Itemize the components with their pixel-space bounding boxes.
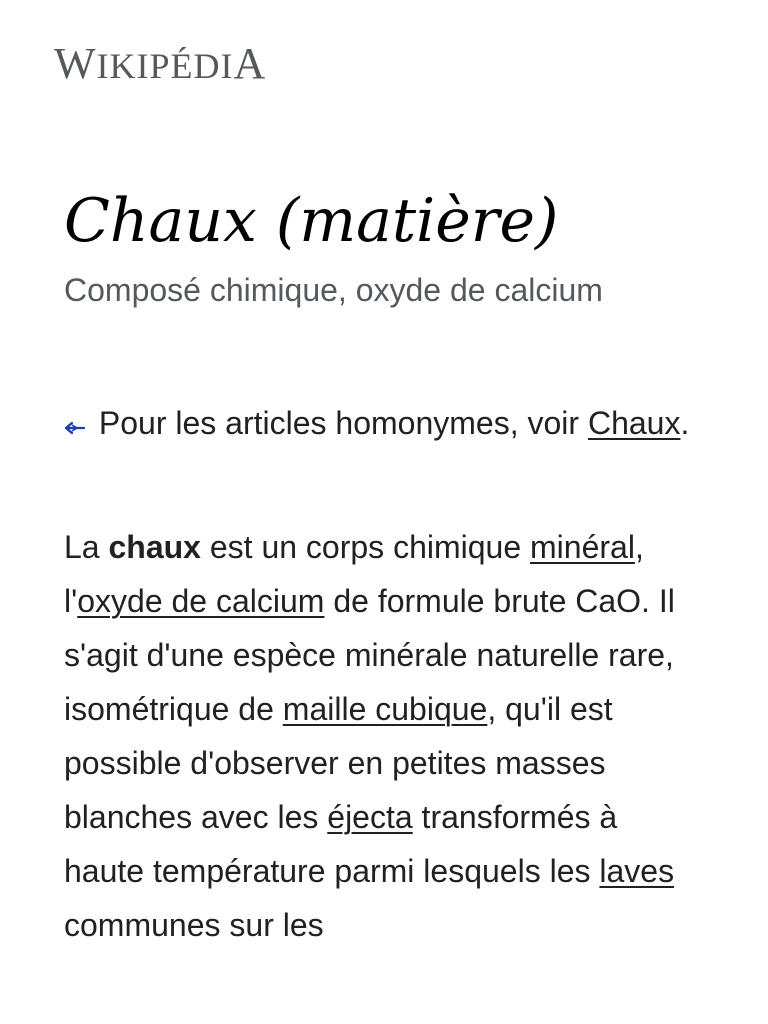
logo-final-a: A bbox=[233, 39, 267, 88]
text-run: , qu'il est possible d'observer en petites masses blanches avec les bbox=[64, 691, 613, 835]
link-chaux[interactable]: Chaux bbox=[587, 405, 681, 441]
intro-paragraph bbox=[64, 520, 704, 952]
link-laves[interactable]: laves bbox=[599, 853, 675, 889]
hatnote bbox=[64, 396, 704, 450]
link-mineral[interactable]: minéral bbox=[530, 529, 635, 565]
page-title: Chaux (matière) bbox=[64, 186, 559, 256]
logo-middle: IKIPÉDI bbox=[96, 46, 234, 86]
link-maille-cubique[interactable]: maille cubique bbox=[282, 691, 488, 727]
text-run: transformés à haute température parmi lesquels les bbox=[64, 799, 618, 889]
text-run: communes sur les bbox=[64, 907, 324, 943]
hatnote-end: . bbox=[680, 405, 690, 441]
text-run: , l' bbox=[64, 529, 644, 619]
link-ejecta[interactable]: éjecta bbox=[327, 799, 413, 835]
logo-initial-w: W bbox=[54, 39, 97, 88]
hatnote-text: Pour les articles homonymes, voir bbox=[98, 405, 580, 441]
page-subtitle: Composé chimique, oxyde de calcium bbox=[64, 272, 603, 308]
link-oxyde-de-calcium[interactable]: oxyde de calcium bbox=[77, 583, 325, 619]
disambiguation-icon bbox=[64, 397, 86, 411]
text-run: de formule brute CaO. Il s'agit d'une espèce minérale naturelle rare, isométrique de bbox=[64, 583, 675, 727]
wikipedia-logo[interactable] bbox=[54, 36, 266, 92]
text-run: La bbox=[64, 529, 109, 565]
bold-term: chaux bbox=[108, 529, 201, 565]
text-run: est un corps chimique bbox=[200, 529, 531, 565]
